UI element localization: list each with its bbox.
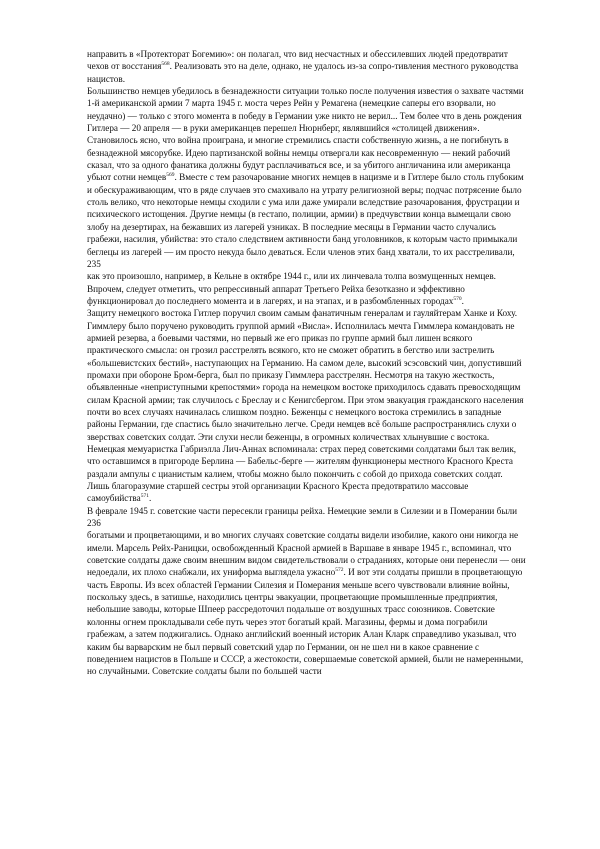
paragraph-3: как это произошло, например, в Кельне в октябре 1944 г., или их линчевала толпа возмущенных немцев. Впрочем, следует отметить, что репрессивный аппарат Третьего Рейха безотказно и эффективно функционировал до последнего момента и в лагерях, и на этапах, и в разбомбленных городах$^{570}$. (87, 271, 496, 306)
footnote-ref-570: 570 (453, 295, 462, 302)
page-number-236: 236 (87, 518, 101, 529)
paragraph-6: богатыми и процветающими, и во многих случаях советские солдаты видели изобилие, какого они никогда не имели. Марсель Рейх-Раницки, освобожденный Красной армией в Варшаве в январе 1945 г., вспоминал, что советские солдаты даже своим внешним видом свидетельствовали о страданиях, которые они перенесли — они недоедали, их плохо снабжали, их униформа выглядела ужасно$^{572}$. И вот эти солдаты пришли в процветающую часть Европы. Из всех областей Германии Силезия и Померания меньше всего чувствовали влияние войны, поскольку здесь, в затишье, находились центры эвакуации, процветающие промышленные предприятия, небольшие заводы, которые Шпеер рассредоточил подальше от воздушных трасс союзников. Советские колонны огнем прокладывали себе путь через этот богатый край. Магазины, фермы и дома пограбили грабежам, а затем поджигались. Однако английский военный историк Алан Кларк справедливо указывал, что каким бы варварским не был первый советский удар по Германии, он не шел ни в какое сравнение с поведением нацистов в Польше и СССР, а жестокости, совершаемые советской армией, были не намеренными, но случайными. Советские солдаты были по большей части (87, 530, 526, 677)
document-page (87, 48, 527, 678)
paragraph-4: Защиту немецкого востока Гитлер поручил своим самым фанатичным генералам и гауляйтерам Ханке и Коху. Гиммлеру было поручено руководить группой армий «Висла». Исполнилась мечта Гиммлера командовать не армией резерва, а боевыми частями, но первый же его приказ по группе армий был лишен всякого практического смысла: он грозил расстрелять всякого, кто не сможет обратить в бегство или застрелить «большевистских бестий», наступающих на Германию. На самом деле, высокий эсэсовский чин, допустивший промахи при обороне Бром-берга, был по приказу Гиммлера расстрелян. Несмотря на такую жесткость, объявленные «неприступными крепостями» города на немецком востоке приходилось сдавать превосходящим силам Красной армии; так случилось с Бреслау и с Кенигсбергом. При этом эвакуация гражданского населения почти во всех случаях начиналась слишком поздно. Беженцы с немецкого востока стремились в западные районы Германии, где спастись было значительно легче. Среди немцев всё больше распространялись слухи о зверствах советских солдат. Эти слухи несли беженцы, в огромных количествах хлынувшие с востока. Немецкая мемуаристка Габриэлла Лич-Аннах вспоминала: страх перед советскими солдатами был так велик, что оставшимся в пригороде Берлина — Бабельс-берге — жителям функционеры местного Красного Креста раздали ампулы с цианистым калием, чтобы можно было покончить с собой до прихода советских солдат. Лишь благоразумие старшей сестры этой организации Красного Креста предотвратило массовые самоубийства$^{571}$. (87, 308, 524, 504)
paragraph-2: Большинство немцев убедилось в безнадежности ситуации только после получения известия о захвате частями 1-й американской армии 7 марта 1945 г. моста через Рейн у Ремагена (немецкие саперы его взорвали, но неудачно) — только с этого момента в победу в Германии уже никто не верил... Тем более что в день рождения Гитлера — 20 апреля — в руки американцев перешел Нюрнберг, являвшийся «столицей движения». Становилось ясно, что война проиграна, и многие стремились спасти собственную жизнь, а не погибнуть в безнадежной мясорубке. Идею партизанской войны немцы отвергали как несовременную — некий рабочий сказал, что за одного фанатика должны будут расплачиваться все, и за убитого англичанина или американца убьют сотни немцев$^{569}$. Вместе с тем разочарование многих немцев в нацизме и в Гитлере было столь глубоким и обескураживающим, что в ряде случаев это смахивало на утрату религиозной веры; подчас потрясение было столь велико, что некоторые немцы сходили с ума или даже умирали вследствие разочарования, фрустрации и психического истощения. Другие немцы (в гестапо, полиции, армии) в предчувствии конца вымещали свою злобу на дезертирах, на бежавших из лагерей узниках. В последние месяцы в Германии часто случались грабежи, насилия, убийства: это стало следствием активности банд уголовников, к которым часто примыкали беглецы из лагерей — им просто некуда было деваться. Если членов этих банд хватали, то их расстреливали, (87, 86, 524, 257)
paragraph-1: направить в «Протекторат Богемию»: он полагал, что вид несчастных и обессилевших людей предотвратит чехов от восстания$^{568}$. Реализовать это на деле, однако, не удалось из-за сопро-тивления местного руководства нацистов. (87, 49, 519, 84)
paragraph-5: В феврале 1945 г. советские части пересекли границы рейха. Немецкие земли в Силезии и в Померании были (87, 505, 517, 516)
footnote-ref-571: 571 (140, 493, 149, 500)
footnote-ref-568: 568 (161, 61, 170, 68)
footnote-ref-572: 572 (335, 567, 344, 574)
footnote-ref-569: 569 (166, 172, 175, 179)
page-number-235: 235 (87, 258, 101, 269)
